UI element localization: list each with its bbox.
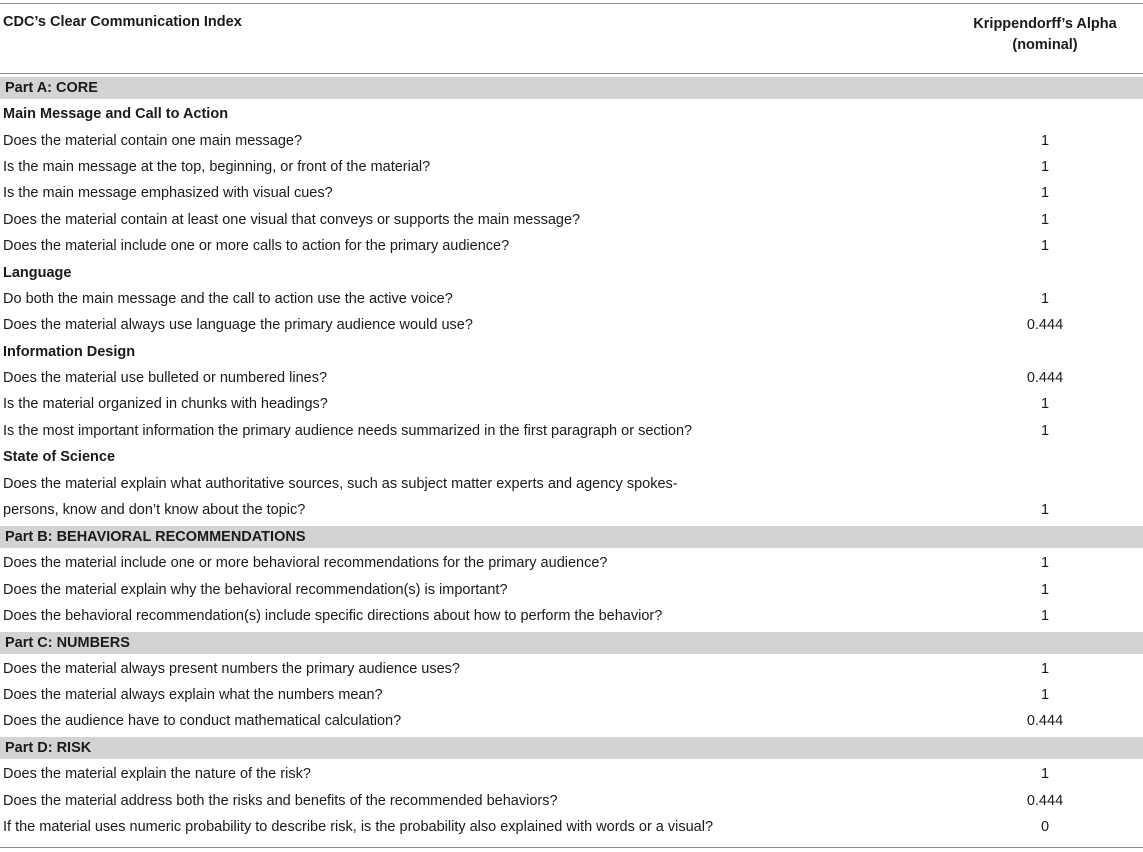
question-text-line1: Does the material explain what authoritative sources, such as subject matter experts and agency spokes- [3,476,678,492]
question-text: Does the audience have to conduct mathematical calculation? [3,713,402,729]
section-heading-label: State of Science [3,449,116,465]
alpha-value: 1 [1040,396,1050,412]
question-text: Does the material contain one main message? [3,133,303,149]
alpha-value: 0.444 [1026,370,1064,386]
question-text: Do both the main message and the call to action use the active voice? [3,291,453,307]
question-text: Does the material contain at least one visual that conveys or supports the main message? [3,212,581,228]
alpha-value: 1 [1040,582,1050,598]
section-heading-information-design [0,339,1143,365]
section-heading-language [0,260,1143,286]
alpha-value: 0 [1040,819,1050,835]
question-text: Does the material use bulleted or numbered lines? [3,370,328,386]
question-text: Does the behavioral recommendation(s) include specific directions about how to perform the behavior? [3,608,663,624]
table-row [0,391,1143,417]
table-row [0,682,1143,708]
alpha-value: 1 [1040,185,1050,201]
table-row [0,418,1143,444]
part-a-label: Part A: CORE [5,80,98,96]
table-row [0,233,1143,259]
table-row [0,497,1143,523]
alpha-value: 1 [1040,555,1050,571]
part-d-label: Part D: RISK [5,740,92,756]
table-row [0,788,1143,814]
column-header-alpha [945,14,1143,56]
alpha-value: 1 [1040,423,1050,439]
alpha-value: 1 [1040,133,1050,149]
alpha-value: 0.444 [1026,713,1064,729]
alpha-value: 1 [1040,766,1050,782]
section-heading-label: Language [3,265,72,281]
question-text: Does the material include one or more behavioral recommendations for the primary audience? [3,555,608,571]
alpha-value: 0.444 [1026,793,1064,809]
section-heading-state-of-science [0,444,1143,470]
question-text: Is the material organized in chunks with headings? [3,396,328,412]
alpha-value: 1 [1040,661,1050,677]
table-header [0,4,1143,72]
table-row [0,471,1143,497]
part-c-label: Part C: NUMBERS [5,635,130,651]
table-row [0,603,1143,629]
table-row [0,154,1143,180]
part-d-header [0,737,1143,759]
header-rule [0,73,1143,74]
table-row [0,550,1143,576]
question-text-line2: persons, know and don’t know about the topic? [3,502,306,518]
column-header-alpha-line1: Krippendorff’s Alpha [973,16,1117,32]
part-c-header [0,632,1143,654]
table-row [0,312,1143,338]
question-text: Is the main message emphasized with visual cues? [3,185,333,201]
question-text: Is the main message at the top, beginning, or front of the material? [3,159,431,175]
question-text: Is the most important information the primary audience needs summarized in the first paragraph or section? [3,423,693,439]
table-row [0,365,1143,391]
table-row [0,207,1143,233]
part-a-header [0,77,1143,99]
table-row [0,761,1143,787]
alpha-value: 1 [1040,212,1050,228]
section-heading-label: Information Design [3,344,136,360]
alpha-value: 1 [1040,502,1050,518]
alpha-value: 0.444 [1026,317,1064,333]
table-row [0,286,1143,312]
column-header-alpha-line2: (nominal) [1012,37,1078,53]
question-text: Does the material always explain what the numbers mean? [3,687,383,703]
bottom-rule [0,847,1143,848]
alpha-value: 1 [1040,687,1050,703]
question-text: If the material uses numeric probability to describe risk, is the probability also explained with words or a visual? [3,819,714,835]
alpha-value: 1 [1040,159,1050,175]
section-heading-main-message [0,101,1143,127]
question-text: Does the material include one or more calls to action for the primary audience? [3,238,510,254]
alpha-value: 1 [1040,608,1050,624]
part-b-header [0,526,1143,548]
question-text: Does the material explain the nature of the risk? [3,766,311,782]
table-row [0,814,1143,840]
alpha-value: 1 [1040,238,1050,254]
section-heading-label: Main Message and Call to Action [3,106,229,122]
question-text: Does the material address both the risks and benefits of the recommended behaviors? [3,793,558,809]
question-text: Does the material explain why the behavioral recommendation(s) is important? [3,582,508,598]
table-row [0,128,1143,154]
question-text: Does the material always use language the primary audience would use? [3,317,473,333]
table-row [0,180,1143,206]
question-text: Does the material always present numbers the primary audience uses? [3,661,460,677]
table-row [0,708,1143,734]
part-b-label: Part B: BEHAVIORAL RECOMMENDATIONS [5,529,306,545]
table-row [0,656,1143,682]
column-header-index: CDC’s Clear Communication Index [3,14,242,30]
alpha-value: 1 [1040,291,1050,307]
table-row [0,577,1143,603]
